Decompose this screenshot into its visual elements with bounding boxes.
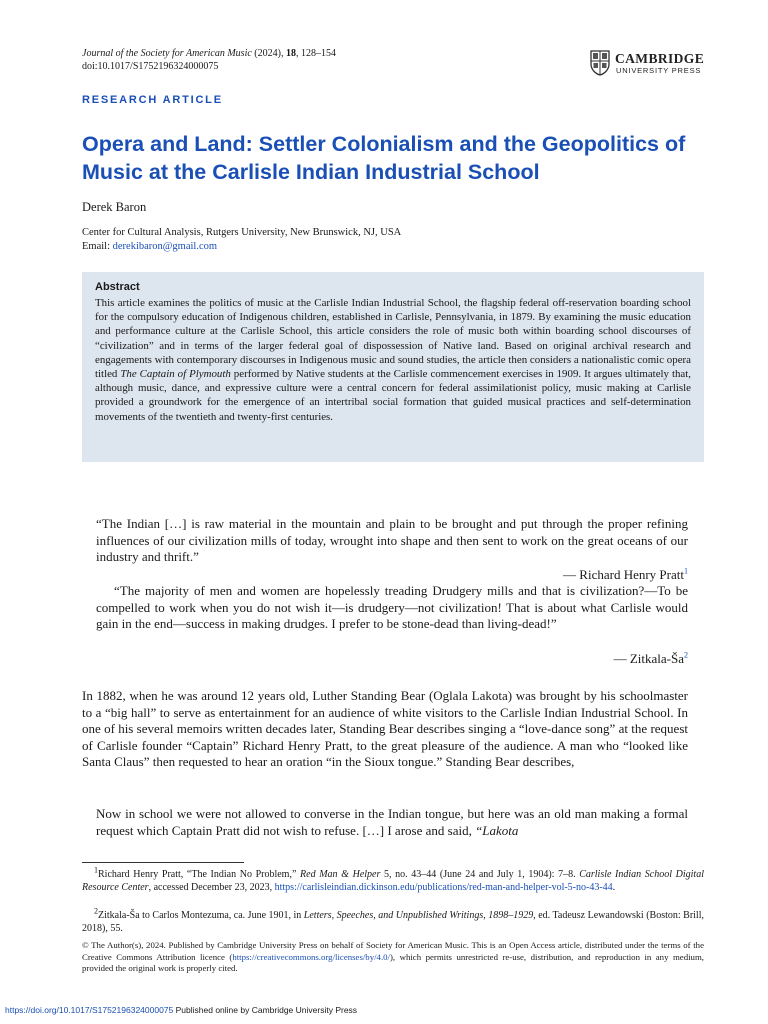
footnote-text: . (612, 882, 616, 893)
block-quote-italic: “Lakota (475, 822, 519, 838)
article-type: RESEARCH ARTICLE (82, 94, 223, 106)
abstract-text (95, 296, 691, 424)
epigraph-pratt: “The Indian […] is raw material in the mountain and plain to be brought and put through the proper refining influences of our civilization mills of today, wrought into shape and then sent to work on the great oceans of our industry and thrift.” (96, 516, 688, 564)
abstract-opera-title: The Captain of Plymouth (120, 368, 231, 381)
footnote-text: Richard Henry Pratt, “The Indian No Problem,” (98, 869, 301, 880)
footnote-number: 1 (94, 865, 98, 875)
page-footer (5, 1005, 357, 1016)
footnote-italic: Red Man & Helper (300, 869, 381, 880)
cambridge-logo (590, 50, 706, 80)
body-paragraph: In 1882, when he was around 12 years old, Luther Standing Bear (Oglala Lakota) was brought by his schoolmaster to a “big hall” to serve as entertainment for an audience of white visitors to the Carlisle Indian Industrial School. In one of his several memoirs written decades later, Standing Bear describes singing a “love-dance song” at the request of Carlisle founder “Captain” Richard Henry Pratt, to the great pleasure of the audience. A man who “looked like Santa Claus” then requested to hear an oration “in the Sioux tongue.” Standing Bear describes, (82, 688, 688, 769)
epigraph-pratt-attribution (563, 567, 688, 583)
epigraph-zitkala-sa: “The majority of men and women are hopelessly treading Drudgery mills and that is civilization?—To be compelled to work when you do not wish it—is drudgery—not civilization! That is about what Carlisle would gain in the end—success in making drudges. I prefer to be stone-dead than living-dead!” (96, 583, 688, 631)
article-doi: doi:10.1017/S1752196324000075 (82, 61, 219, 72)
shield-icon (590, 50, 610, 76)
author-name: Derek Baron (82, 200, 147, 214)
epigraph-zitkala-sa-attribution (614, 651, 688, 667)
footnote-link[interactable]: https://carlisleindian.dickinson.edu/publications/red-man-and-helper-vol-5-no-43-44 (274, 882, 613, 893)
email-link[interactable]: derekibaron@gmail.com (112, 241, 218, 252)
license-text: ), which permits unrestricted re-use, distribution, and reproduction in any medium, provided the original work is properly cited. (82, 951, 704, 973)
author-affiliation: Center for Cultural Analysis, Rutgers University, New Brunswick, NJ, USA (82, 227, 402, 238)
footnote-1 (82, 865, 704, 894)
license-link[interactable]: https://creativecommons.org/licenses/by/4.0/ (232, 951, 390, 962)
journal-citation (82, 47, 336, 60)
footnote-2 (82, 906, 704, 935)
journal-volume: 18 (285, 48, 296, 59)
block-quote-text: Now in school we were not allowed to converse in the Indian tongue, but here was an old man making a formal request which Captain Pratt did not wish to refuse. […] I arose and said, (96, 806, 688, 838)
journal-pages: , 128–154 (295, 48, 336, 59)
journal-year: (2024), (251, 48, 286, 59)
footnote-text: Zitkala-Ša to Carlos Montezuma, ca. June 1901, in (98, 910, 304, 921)
footnote-text: 5, no. 43–44 (June 24 and July 1, 1904): 7–8. (380, 869, 580, 880)
attribution-text: — Zitkala-Ša (613, 651, 684, 666)
abstract-text-part-2: performed by Native students at the Carlisle commencement exercises in 1909. It argues ultimately that, although music, dance, and expressive culture were a central concern for federal assimilationist policy, music making at Carlisle provided a groundwork for the emergence of an intertribal social formation that guided musical practices and self-determination movements of the twentieth and twenty-first centuries. (95, 368, 692, 423)
article-title: Opera and Land: Settler Colonialism and the Geopolitics of Music at the Carlisle Indian Industrial School (82, 132, 686, 184)
footnote-divider (82, 862, 244, 863)
author-email (82, 240, 217, 254)
abstract-heading: Abstract (95, 281, 140, 293)
email-label: Email: (82, 241, 113, 252)
attribution-text: — Richard Henry Pratt (563, 567, 684, 582)
block-quote (96, 806, 688, 839)
logo-title: CAMBRIDGE (615, 51, 705, 66)
logo-subtitle: UNIVERSITY PRESS (616, 66, 702, 75)
license-text: © The Author(s), 2024. Published by Cambridge University Press on behalf of Society for American Music. This is an Open Access article, distributed under the terms of the Creative Commons Attribution licence ( (82, 940, 704, 962)
footnote-italic: Letters, Speeches, and Unpublished Writings, 1898–1929 (303, 910, 534, 921)
footnote-ref-2[interactable]: 2 (684, 650, 688, 660)
footnote-text: , accessed December 23, 2023, (148, 882, 275, 893)
footer-doi-link[interactable]: https://doi.org/10.1017/S1752196324000075 (5, 1005, 174, 1015)
footnote-text: , ed. Tadeusz Lewandowski (Boston: Brill, 2018), 55. (82, 910, 704, 934)
footnote-italic: Carlisle Indian School Digital Resource Center (82, 869, 704, 893)
license-statement (82, 940, 704, 975)
journal-name: Journal of the Society for American Music (82, 48, 252, 59)
footer-published: Published online by Cambridge University Press (173, 1005, 358, 1015)
footnote-number: 2 (94, 906, 98, 916)
footnote-ref-1[interactable]: 1 (684, 566, 688, 576)
abstract-text-part-1: This article examines the politics of music at the Carlisle Indian Industrial School, the flagship federal off-reservation boarding school for the compulsory education of Indigenous children, established in Carlisle, Pennsylvania, in 1879. By examining the music education and performance culture at the Carlisle School, this article considers the role of music both within boarding school discourses of “civilization” and in terms of the larger federal goal of dispossession of Native land. Based on original archival research and engagements with contemporary discourses in Indigenous music and sound studies, the article then considers a nationalistic comic opera titled (95, 297, 691, 381)
abstract-box (82, 272, 704, 462)
